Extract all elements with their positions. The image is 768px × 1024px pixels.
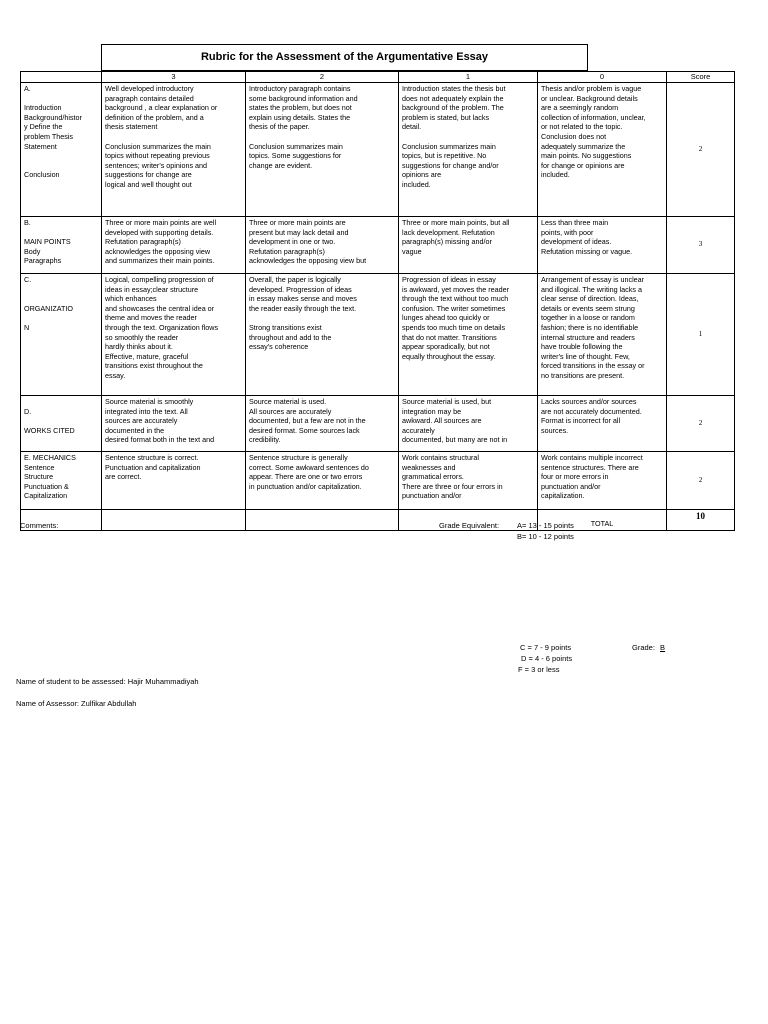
total-label: TOTAL — [538, 510, 667, 531]
level-2-cell: Introductory paragraph contains some background information and states the problem, but does not explain using details. States the thesis of the paper. Conclusion summarizes main topics. Some suggestions for change are evident. — [246, 83, 399, 217]
rubric-title: Rubric for the Assessment of the Argumentative Essay — [101, 44, 588, 71]
row-works-cited — [21, 396, 735, 452]
criterion-cell: C. ORGANIZATIO N — [21, 274, 102, 396]
level-3-cell: Three or more main points are well developed with supporting details. Refutation paragraph(s) acknowledges the opposing view and summarizes their main points. — [102, 217, 246, 274]
header-score-2: 2 — [246, 72, 399, 83]
grade-d-range: D = 4 - 6 points — [521, 654, 573, 663]
level-0-cell: Less than three main points, with poor development of ideas. Refutation missing or vague. — [538, 217, 667, 274]
level-3-cell: Logical, compelling progression of ideas in essay;clear structure which enhances and showcases the central idea or theme and moves the reader through the text. Organization flows so smoothly the reader hardly thinks about it. Effective, mature, graceful transitions exist throughout the essay. — [102, 274, 246, 396]
header-criterion — [21, 72, 102, 83]
header-score-1: 1 — [399, 72, 538, 83]
total-empty-cell — [102, 510, 246, 531]
level-3-cell: Source material is smoothly integrated into the text. All sources are accurately documented in the desired format both in the text and — [102, 396, 246, 452]
grade-label: Grade: — [632, 643, 655, 652]
score-cell: 2 — [667, 396, 735, 452]
grade-f-range: F = 3 or less — [518, 665, 560, 674]
criterion-cell: D. WORKS CITED — [21, 396, 102, 452]
row-mechanics — [21, 452, 735, 510]
header-row — [21, 72, 735, 83]
grade-final — [632, 643, 665, 652]
level-3-cell: Sentence structure is correct. Punctuation and capitalization are correct. — [102, 452, 246, 510]
row-organization — [21, 274, 735, 396]
row-introduction — [21, 83, 735, 217]
level-0-cell: Arrangement of essay is unclear and illogical. The writing lacks a clear sense of direction. Ideas, details or events seem strung together in a loose or random fashion; there is no identifiable internal structure and readers have trouble following the writer's line of thought. Few, forced transitions in the essay or no transitions are present. — [538, 274, 667, 396]
level-1-cell: Source material is used, but integration may be awkward. All sources are accurately documented, but many are not in — [399, 396, 538, 452]
rubric-table — [20, 71, 735, 531]
level-2-cell: Overall, the paper is logically developed. Progression of ideas in essay makes sense and moves the reader easily through the text. Strong transitions exist throughout and add to the essay's coherence — [246, 274, 399, 396]
level-1-cell: Work contains structural weaknesses and grammatical errors. There are three or four errors in punctuation and/or — [399, 452, 538, 510]
assessor-name: Name of Assessor: Zulfikar Abdullah — [16, 699, 137, 708]
level-2-cell: Three or more main points are present but may lack detail and development in one or two. Refutation paragraph(s) acknowledges the opposing view but — [246, 217, 399, 274]
level-1-cell: Three or more main points, but all lack development. Refutation paragraph(s) missing and/or vague — [399, 217, 538, 274]
student-name: Name of student to be assessed: Hajir Muhammadiyah — [16, 677, 199, 686]
grade-value: B — [660, 643, 666, 652]
level-1-cell: Introduction states the thesis but does not adequately explain the background of the problem. The problem is stated, but lacks detail. Conclusion summarizes main topics, but is repetitive. No suggestions for change and/or opinions are included. — [399, 83, 538, 217]
level-0-cell: Work contains multiple incorrect sentence structures. There are four or more errors in punctuation and/or capitalization. — [538, 452, 667, 510]
criterion-cell: E. MECHANICS Sentence Structure Punctuation & Capitalization — [21, 452, 102, 510]
total-row — [21, 510, 735, 531]
comments-label: Comments: — [20, 521, 59, 530]
total-empty-cell — [246, 510, 399, 531]
grade-b-range: B= 10 - 12 points — [517, 532, 574, 541]
level-2-cell: Sentence structure is generally correct. Some awkward sentences do appear. There are one or two errors in punctuation and/or capitalization. — [246, 452, 399, 510]
header-score-3: 3 — [102, 72, 246, 83]
grade-a-range: A= 13 - 15 points — [517, 521, 574, 530]
grade-equivalent-label: Grade Equivalent: — [439, 521, 500, 530]
header-score-0: 0 — [538, 72, 667, 83]
row-main-points — [21, 217, 735, 274]
level-0-cell: Lacks sources and/or sources are not accurately documented. Format is incorrect for all sources. — [538, 396, 667, 452]
score-cell: 1 — [667, 274, 735, 396]
level-3-cell: Well developed introductory paragraph contains detailed background , a clear explanation or definition of the problem, and a thesis statement Conclusion summarizes the main topics without repeating previous sentences; writer's opinions and suggestions for change are logical and well thought out — [102, 83, 246, 217]
level-1-cell: Progression of ideas in essay is awkward, yet moves the reader through the text without too much confusion. The writer sometimes lunges ahead too quickly or spends too much time on details that do not matter. Transitions appear sporadically, but not equally throughout the essay. — [399, 274, 538, 396]
criterion-cell: A. Introduction Background/histor y Define the problem Thesis Statement Conclusion — [21, 83, 102, 217]
total-score: 10 — [667, 510, 735, 531]
header-score: Score — [667, 72, 735, 83]
grade-c-range: C = 7 - 9 points — [520, 643, 572, 652]
level-2-cell: Source material is used. All sources are accurately documented, but a few are not in the desired format. Some sources lack credibility. — [246, 396, 399, 452]
criterion-cell: B. MAIN POINTS Body Paragraphs — [21, 217, 102, 274]
score-cell: 3 — [667, 217, 735, 274]
score-cell: 2 — [667, 452, 735, 510]
score-cell: 2 — [667, 83, 735, 217]
level-0-cell: Thesis and/or problem is vague or unclear. Background details are a seemingly random collection of information, unclear, or not related to the topic. Conclusion does not adequately summarize the main points. No suggestions for change or opinions are included. — [538, 83, 667, 217]
